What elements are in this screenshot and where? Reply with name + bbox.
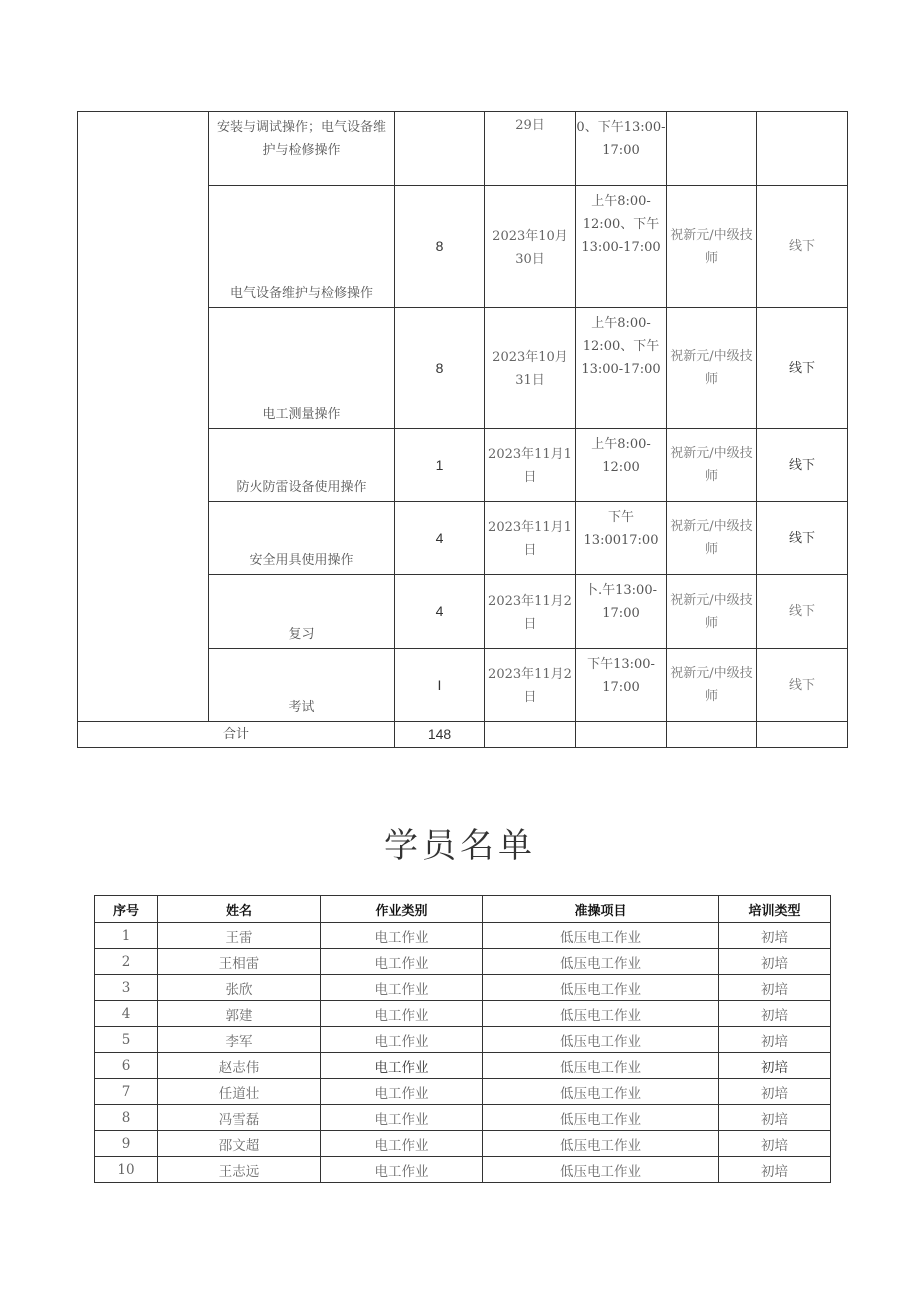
schedule-hours: 4	[395, 502, 485, 575]
roster-training-type: 初培	[719, 1053, 831, 1079]
roster-name: 邵文超	[158, 1131, 321, 1157]
schedule-mode: 线下	[757, 429, 848, 502]
roster-training-type: 初培	[719, 1131, 831, 1157]
roster-project: 低压电工作业	[483, 1053, 719, 1079]
roster-category: 电工作业	[321, 949, 483, 975]
roster-title: 学员名单	[384, 826, 536, 866]
schedule-date: 2023年11月1日	[485, 429, 576, 502]
schedule-date: 2023年10月31日	[485, 308, 576, 429]
roster-category: 电工作业	[321, 1001, 483, 1027]
table-row	[95, 1027, 831, 1053]
schedule-teacher: 祝新元/中级技师	[667, 186, 757, 308]
table-row	[95, 1131, 831, 1157]
roster-name: 冯雪磊	[158, 1105, 321, 1131]
roster-project: 低压电工作业	[483, 923, 719, 949]
schedule-teacher: 祝新元/中级技师	[667, 575, 757, 649]
schedule-time: 上午8:00-12:00	[576, 429, 667, 502]
schedule-time: 卜.午13:00-17:00	[576, 575, 667, 649]
roster-training-type: 初培	[719, 949, 831, 975]
roster-index: 5	[95, 1027, 158, 1053]
trainee-roster-table	[94, 895, 831, 1183]
roster-category: 电工作业	[321, 1105, 483, 1131]
schedule-date: 2023年11月1日	[485, 502, 576, 575]
roster-training-type: 初培	[719, 975, 831, 1001]
table-row	[95, 1157, 831, 1183]
roster-training-type: 初培	[719, 1027, 831, 1053]
table-row	[95, 1105, 831, 1131]
roster-category: 电工作业	[321, 1131, 483, 1157]
roster-project: 低压电工作业	[483, 1105, 719, 1131]
schedule-content: 安装与调试操作；电气设备维护与检修操作	[209, 112, 395, 186]
roster-project: 低压电工作业	[483, 1001, 719, 1027]
table-row	[95, 1001, 831, 1027]
roster-index: 4	[95, 1001, 158, 1027]
schedule-mode: 线下	[757, 502, 848, 575]
roster-project: 低压电工作业	[483, 1079, 719, 1105]
schedule-content: 复习	[209, 575, 395, 649]
roster-training-type: 初培	[719, 923, 831, 949]
roster-category: 电工作业	[321, 975, 483, 1001]
roster-index: 10	[95, 1157, 158, 1183]
schedule-mode	[757, 112, 848, 186]
roster-training-type: 初培	[719, 1079, 831, 1105]
table-row	[95, 923, 831, 949]
header-training-type: 培训类型	[719, 896, 831, 923]
schedule-hours: 4	[395, 575, 485, 649]
roster-index: 2	[95, 949, 158, 975]
roster-index: 1	[95, 923, 158, 949]
roster-name: 张欣	[158, 975, 321, 1001]
roster-header-row	[95, 896, 831, 923]
schedule-category-cell	[78, 112, 209, 722]
roster-name: 任道壮	[158, 1079, 321, 1105]
schedule-hours: 1	[395, 429, 485, 502]
roster-name: 王雷	[158, 923, 321, 949]
roster-index: 9	[95, 1131, 158, 1157]
roster-name: 赵志伟	[158, 1053, 321, 1079]
schedule-time: 下午13:00-17:00	[576, 649, 667, 722]
schedule-content: 电工测量操作	[209, 308, 395, 429]
roster-training-type: 初培	[719, 1105, 831, 1131]
schedule-teacher: 祝新元/中级技师	[667, 429, 757, 502]
schedule-teacher: 祝新元/中级技师	[667, 308, 757, 429]
total-empty-cell	[485, 722, 576, 748]
total-empty-cell	[667, 722, 757, 748]
schedule-time: 0、下午13:00-17:00	[576, 112, 667, 186]
roster-name: 王相雷	[158, 949, 321, 975]
schedule-time: 上午8:00-12:00、下午13:00-17:00	[576, 308, 667, 429]
table-row	[95, 975, 831, 1001]
total-label: 合计	[78, 722, 395, 748]
roster-index: 8	[95, 1105, 158, 1131]
schedule-row	[78, 112, 848, 186]
header-index: 序号	[95, 896, 158, 923]
table-row	[95, 1053, 831, 1079]
roster-name: 郭建	[158, 1001, 321, 1027]
schedule-date: 2023年11月2日	[485, 649, 576, 722]
roster-category: 电工作业	[321, 1157, 483, 1183]
roster-name: 李军	[158, 1027, 321, 1053]
schedule-mode: 线下	[757, 186, 848, 308]
schedule-hours	[395, 112, 485, 186]
total-empty-cell	[576, 722, 667, 748]
total-hours: 148	[395, 722, 485, 748]
roster-index: 7	[95, 1079, 158, 1105]
schedule-time: 上午8:00-12:00、下午13:00-17:00	[576, 186, 667, 308]
schedule-hours: 8	[395, 186, 485, 308]
roster-index: 6	[95, 1053, 158, 1079]
table-row	[95, 949, 831, 975]
schedule-content: 电气设备维护与检修操作	[209, 186, 395, 308]
roster-body	[95, 923, 831, 1183]
schedule-time: 下午13:0017:00	[576, 502, 667, 575]
schedule-mode: 线下	[757, 649, 848, 722]
roster-training-type: 初培	[719, 1001, 831, 1027]
schedule-mode: 线下	[757, 575, 848, 649]
roster-project: 低压电工作业	[483, 1027, 719, 1053]
roster-category: 电工作业	[321, 923, 483, 949]
roster-category: 电工作业	[321, 1053, 483, 1079]
schedule-total-row	[78, 722, 848, 748]
roster-category: 电工作业	[321, 1027, 483, 1053]
schedule-date: 29日	[485, 112, 576, 186]
roster-project: 低压电工作业	[483, 1131, 719, 1157]
roster-project: 低压电工作业	[483, 949, 719, 975]
roster-project: 低压电工作业	[483, 1157, 719, 1183]
schedule-content: 安全用具使用操作	[209, 502, 395, 575]
table-row	[95, 1079, 831, 1105]
header-project: 准操项目	[483, 896, 719, 923]
training-schedule-table	[77, 111, 848, 748]
schedule-teacher: 祝新元/中级技师	[667, 649, 757, 722]
header-name: 姓名	[158, 896, 321, 923]
schedule-teacher	[667, 112, 757, 186]
roster-name: 王志远	[158, 1157, 321, 1183]
schedule-content: 考试	[209, 649, 395, 722]
roster-category: 电工作业	[321, 1079, 483, 1105]
schedule-mode: 线下	[757, 308, 848, 429]
schedule-hours: I	[395, 649, 485, 722]
roster-index: 3	[95, 975, 158, 1001]
schedule-teacher: 祝新元/中级技师	[667, 502, 757, 575]
schedule-hours: 8	[395, 308, 485, 429]
schedule-date: 2023年11月2日	[485, 575, 576, 649]
header-category: 作业类别	[321, 896, 483, 923]
roster-project: 低压电工作业	[483, 975, 719, 1001]
schedule-content: 防火防雷设备使用操作	[209, 429, 395, 502]
total-empty-cell	[757, 722, 848, 748]
schedule-date: 2023年10月30日	[485, 186, 576, 308]
roster-training-type: 初培	[719, 1157, 831, 1183]
